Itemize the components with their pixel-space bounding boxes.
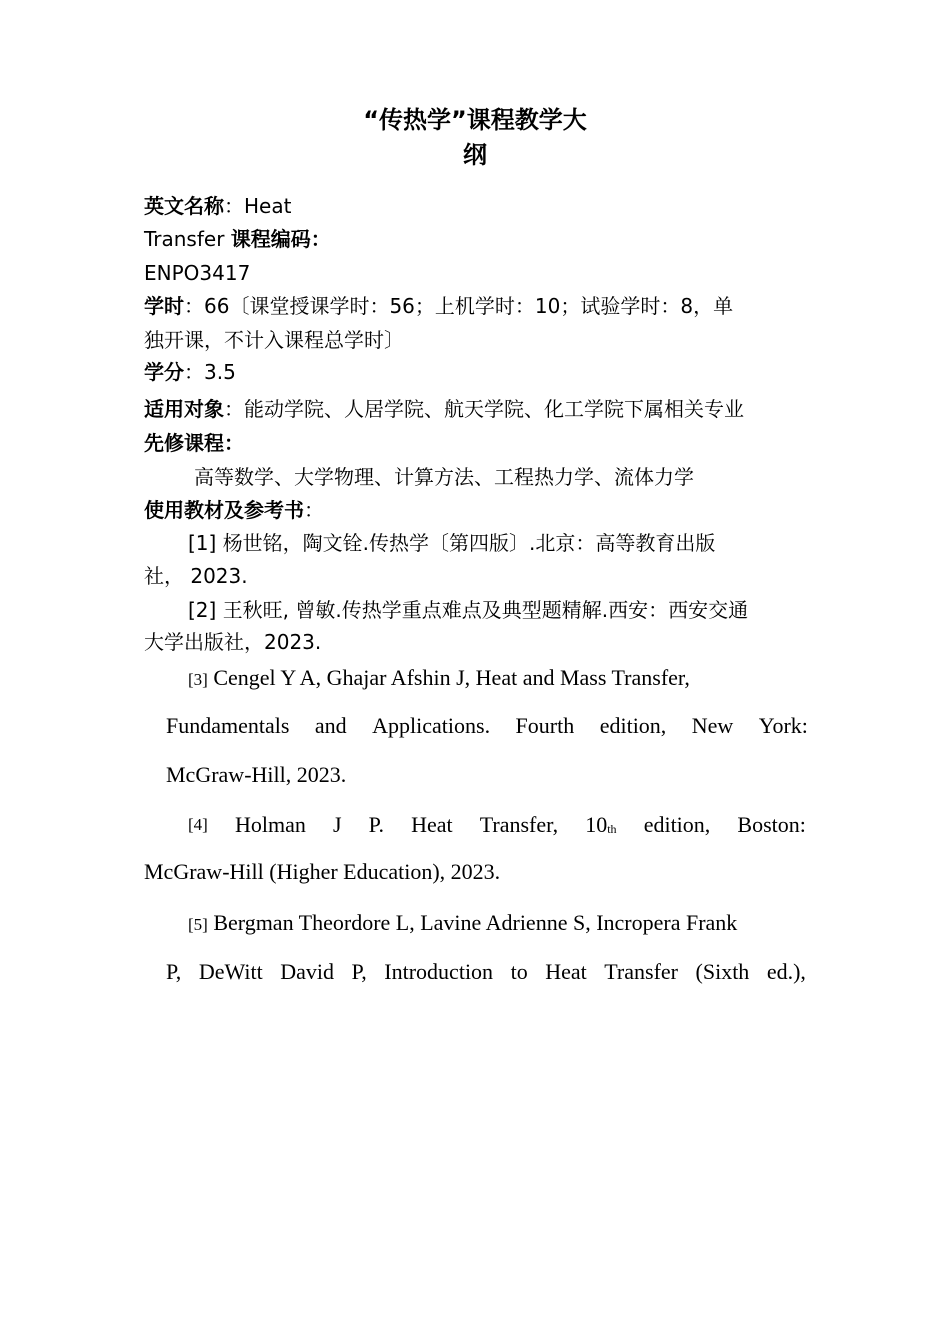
audience-row <box>144 395 744 423</box>
ref4-word: Boston: <box>737 812 806 837</box>
ref4-edition-suffix: th <box>607 822 617 836</box>
ref5-word: P, <box>166 959 182 984</box>
reference-3-line-3: McGraw-Hill, 2023. <box>166 762 347 787</box>
ref3-word: Fundamentals <box>166 713 290 738</box>
english-name-label: 英文名称 <box>144 194 224 218</box>
reference-4-line-2: McGraw-Hill (Higher Education), 2023. <box>144 859 501 884</box>
ref3-word: New <box>691 713 734 738</box>
textbooks-row <box>144 496 324 524</box>
audience-value: ：能动学院、人居学院、航天学院、化工学院下属相关专业 <box>224 397 744 421</box>
ref5-word: ed.), <box>766 959 806 984</box>
reference-3-line-1 <box>188 664 690 694</box>
ref5-word: (Sixth <box>695 959 750 984</box>
hours-label: 学时 <box>144 294 184 318</box>
ref5-word: P, <box>351 959 367 984</box>
reference-5-number: [5] <box>188 915 208 934</box>
english-name-value: ：Heat <box>224 194 292 218</box>
reference-2-line-1: [2] 王秋旺, 曾敏.传热学重点难点及典型题精解.西安：西安交通 <box>188 598 749 622</box>
ref5-word: David <box>280 959 334 984</box>
ref4-word: edition, <box>643 812 711 837</box>
ref3-word: Applications. <box>372 713 491 738</box>
prereq-label: 先修课程： <box>144 431 244 455</box>
course-code-value: ENPO3417 <box>144 261 251 285</box>
reference-3-text-1: Cengel Y A, Ghajar Afshin J, Heat and Mass Transfer, <box>213 665 690 690</box>
ref4-word: Holman <box>234 812 306 837</box>
ref4-word: J <box>332 812 342 837</box>
hours-value-cont: 独开课，不计入课程总学时〕 <box>144 328 404 352</box>
ref4-edition <box>585 811 616 843</box>
prereq-value: 高等数学、大学物理、计算方法、工程热力学、流体力学 <box>194 465 694 489</box>
ref5-word: Transfer <box>604 959 678 984</box>
ref3-word: Fourth <box>515 713 575 738</box>
english-name-row <box>144 192 291 220</box>
textbooks-colon: ： <box>304 498 324 522</box>
ref5-word: to <box>510 959 528 984</box>
reference-1-line-1: [1] 杨世铭，陶文铨.传热学〔第四版〕.北京：高等教育出版 <box>188 531 716 555</box>
ref4-edition-number: 10 <box>585 812 608 837</box>
title-line-2: 纲 <box>463 141 487 169</box>
textbooks-label: 使用教材及参考书 <box>144 498 304 522</box>
ref4-word: Heat <box>411 812 453 837</box>
reference-3-number: [3] <box>188 670 208 689</box>
credits-label: 学分 <box>144 360 184 384</box>
credits-row <box>144 358 236 386</box>
reference-4-number: [4] <box>188 815 208 834</box>
ref3-word: and <box>314 713 347 738</box>
course-code-label: 课程编码： <box>230 227 331 251</box>
hours-row <box>144 292 733 320</box>
ref5-word: DeWitt <box>198 959 263 984</box>
reference-5-line-2 <box>166 958 806 986</box>
title-line-1: “传热学”课程教学大 <box>363 106 587 134</box>
hours-value: ：66〔课堂授课学时：56；上机学时：10；试验学时：8，单 <box>184 294 734 318</box>
ref3-word: edition, <box>599 713 667 738</box>
page-title <box>330 103 620 173</box>
ref5-word: Heat <box>545 959 587 984</box>
reference-4-line-1 <box>188 811 806 843</box>
ref4-word: P. <box>368 812 384 837</box>
audience-label: 适用对象 <box>144 397 224 421</box>
reference-5-text-1: Bergman Theordore L, Lavine Adrienne S, Incropera Frank <box>213 910 738 935</box>
course-code-row <box>144 225 331 253</box>
english-name-value-cont: Transfer <box>144 227 225 251</box>
reference-2-line-2: 大学出版社，2023. <box>144 630 322 654</box>
reference-3-line-2 <box>166 712 808 740</box>
ref4-word: Transfer, <box>479 812 559 837</box>
reference-1-line-2: 社， 2023. <box>144 564 248 588</box>
reference-5-line-1 <box>188 909 737 939</box>
credits-value: ：3.5 <box>184 360 236 384</box>
ref3-word: York: <box>758 713 808 738</box>
ref5-word: Introduction <box>384 959 494 984</box>
